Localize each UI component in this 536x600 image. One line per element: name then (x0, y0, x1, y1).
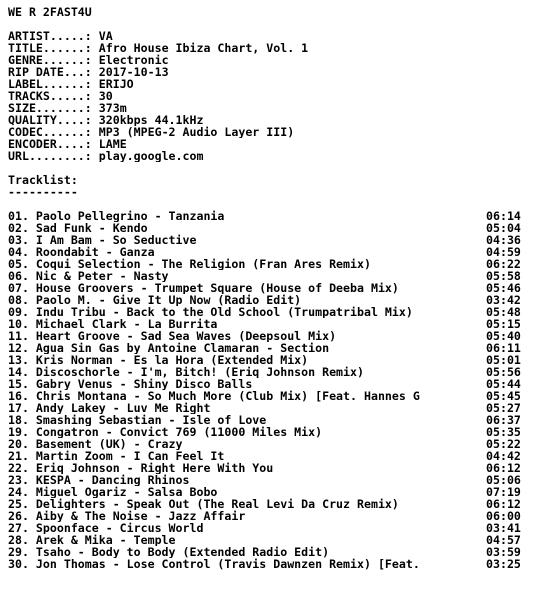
track-row (8, 450, 532, 462)
meta-genre (8, 54, 532, 66)
meta-key: TITLE......: (8, 42, 99, 54)
track-duration: 06:14 (486, 209, 521, 223)
track-duration: 05:01 (486, 353, 521, 367)
track-row (8, 378, 532, 390)
meta-key: URL........: (8, 150, 99, 162)
track-duration: 05:04 (486, 221, 521, 235)
track-duration: 05:44 (486, 377, 521, 391)
meta-codec (8, 126, 532, 138)
track-title: 07. House Groovers - Trumpet Square (House of Deeba Mix) (8, 282, 399, 294)
track-duration: 05:45 (486, 389, 521, 403)
track-title: 29. Tsaho - Body to Body (Extended Radio Edit) (8, 546, 330, 558)
metadata-block (8, 30, 532, 162)
meta-value: 30 (98, 90, 113, 102)
spacer (8, 18, 532, 30)
track-title: 04. Roondabit - Ganza (8, 246, 155, 258)
track-row (8, 294, 532, 306)
meta-key: CODEC......: (8, 126, 99, 138)
track-duration: 05:06 (486, 473, 521, 487)
track-title: 24. Miguel Ogariz - Salsa Bobo (8, 486, 218, 498)
track-row (8, 234, 532, 246)
track-duration: 03:25 (486, 557, 521, 571)
meta-key: SIZE.......: (8, 102, 99, 114)
track-row (8, 270, 532, 282)
meta-title (8, 42, 532, 54)
track-title: 20. Basement (UK) - Crazy (8, 438, 183, 450)
track-duration: 06:37 (486, 413, 521, 427)
track-duration: 05:27 (486, 401, 521, 415)
tracklist-heading: Tracklist: (8, 174, 78, 186)
track-row (8, 342, 532, 354)
track-title: 14. Discoschorle - I'm, Bitch! (Eriq Johnson Remix) (8, 366, 364, 378)
track-row (8, 222, 532, 234)
meta-value: 373m (98, 102, 127, 114)
meta-key: QUALITY....: (8, 114, 99, 126)
track-row (8, 558, 532, 570)
track-title: 12. Agua Sin Gas by Antoine Clamaran - Section (8, 342, 330, 354)
track-title: 18. Smashing Sebastian - Isle of Love (8, 414, 267, 426)
track-title: 08. Paolo M. - Give It Up Now (Radio Edit) (8, 294, 302, 306)
meta-value: play.google.com (98, 150, 204, 162)
track-title: 01. Paolo Pellegrino - Tanzania (8, 210, 225, 222)
meta-value: VA (98, 30, 113, 42)
track-row (8, 546, 532, 558)
meta-key: LABEL......: (8, 78, 99, 90)
track-row (8, 366, 532, 378)
track-title: 19. Congatron - Convict 769 (11000 Miles Mix) (8, 426, 323, 438)
track-title: 17. Andy Lakey - Luv Me Right (8, 402, 211, 414)
track-row (8, 498, 532, 510)
meta-value: MP3 (MPEG-2 Audio Layer III) (98, 126, 295, 138)
track-duration: 03:42 (486, 293, 521, 307)
track-title: 02. Sad Funk - Kendo (8, 222, 148, 234)
meta-tracks (8, 90, 532, 102)
track-row (8, 510, 532, 522)
track-title: 10. Michael Clark - La Burrita (8, 318, 218, 330)
meta-key: ARTIST.....: (8, 30, 99, 42)
track-title: 05. Coqui Selection - The Religion (Fran Ares Remix) (8, 258, 371, 270)
spacer (8, 198, 532, 210)
track-duration: 03:41 (486, 521, 521, 535)
track-title: 23. KESPA - Dancing Rhinos (8, 474, 190, 486)
track-row (8, 354, 532, 366)
track-row (8, 486, 532, 498)
track-title: 27. Spoonface - Circus World (8, 522, 204, 534)
meta-value: 2017-10-13 (98, 66, 169, 78)
track-duration: 05:15 (486, 317, 521, 331)
track-row (8, 462, 532, 474)
track-row (8, 246, 532, 258)
track-row (8, 390, 532, 402)
meta-value: Electronic (98, 54, 169, 66)
meta-rip-date (8, 66, 532, 78)
track-duration: 04:57 (486, 533, 521, 547)
track-title: 16. Chris Montana - So Much More (Club Mix) [Feat. Hannes G (8, 390, 420, 402)
track-title: 06. Nic & Peter - Nasty (8, 270, 169, 282)
track-duration: 05:22 (486, 437, 521, 451)
meta-key: ENCODER....: (8, 138, 99, 150)
track-title: 22. Eriq Johnson - Right Here With You (8, 462, 274, 474)
track-title: 13. Kris Norman - Es la Hora (Extended Mix) (8, 354, 309, 366)
track-duration: 07:19 (486, 485, 521, 499)
track-duration: 04:42 (486, 449, 521, 463)
track-row (8, 522, 532, 534)
track-title: 15. Gabry Venus - Shiny Disco Balls (8, 378, 253, 390)
track-duration: 05:35 (486, 425, 521, 439)
track-row (8, 210, 532, 222)
meta-size (8, 102, 532, 114)
nfo-document (8, 6, 532, 570)
track-duration: 06:11 (486, 341, 521, 355)
track-duration: 05:58 (486, 269, 521, 283)
meta-value: LAME (98, 138, 127, 150)
track-row (8, 258, 532, 270)
meta-key: RIP DATE...: (8, 66, 99, 78)
meta-key: GENRE......: (8, 54, 99, 66)
meta-url (8, 150, 532, 162)
track-row (8, 414, 532, 426)
meta-artist (8, 30, 532, 42)
track-duration: 06:12 (486, 461, 521, 475)
tracklist (8, 210, 532, 570)
meta-value: ERIJO (98, 78, 134, 90)
track-title: 28. Arek & Mika - Temple (8, 534, 176, 546)
track-row (8, 282, 532, 294)
meta-value: 320kbps 44.1kHz (98, 114, 204, 126)
meta-quality (8, 114, 532, 126)
track-duration: 06:12 (486, 497, 521, 511)
tracklist-rule: ---------- (8, 186, 78, 198)
track-duration: 04:59 (486, 245, 521, 259)
track-duration: 05:48 (486, 305, 521, 319)
track-duration: 05:46 (486, 281, 521, 295)
track-row (8, 330, 532, 342)
track-duration: 05:40 (486, 329, 521, 343)
spacer (8, 162, 532, 174)
track-row (8, 318, 532, 330)
track-title: 21. Martin Zoom - I Can Feel It (8, 450, 225, 462)
meta-value: Afro House Ibiza Chart, Vol. 1 (98, 42, 309, 54)
track-title: 25. Delighters - Speak Out (The Real Levi Da Cruz Remix) (8, 498, 399, 510)
meta-key: TRACKS.....: (8, 90, 99, 102)
meta-label (8, 78, 532, 90)
track-title: 26. Aiby & The Noise - Jazz Affair (8, 510, 246, 522)
meta-encoder (8, 138, 532, 150)
track-duration: 05:56 (486, 365, 521, 379)
track-title: 03. I Am Bam - So Seductive (8, 234, 197, 246)
track-duration: 06:22 (486, 257, 521, 271)
track-row (8, 534, 532, 546)
track-row (8, 306, 532, 318)
release-header: WE R 2FAST4U (8, 6, 92, 18)
track-row (8, 474, 532, 486)
track-title: 09. Indu Tribu - Back to the Old School (Trumpatribal Mix) (8, 306, 413, 318)
track-title: 30. Jon Thomas - Lose Control (Travis Dawnzen Remix) [Feat. (8, 558, 420, 570)
track-row (8, 426, 532, 438)
track-duration: 04:36 (486, 233, 521, 247)
track-title: 11. Heart Groove - Sad Sea Waves (Deepsoul Mix) (8, 330, 337, 342)
track-row (8, 402, 532, 414)
track-duration: 03:59 (486, 545, 521, 559)
track-row (8, 438, 532, 450)
track-duration: 06:00 (486, 509, 521, 523)
